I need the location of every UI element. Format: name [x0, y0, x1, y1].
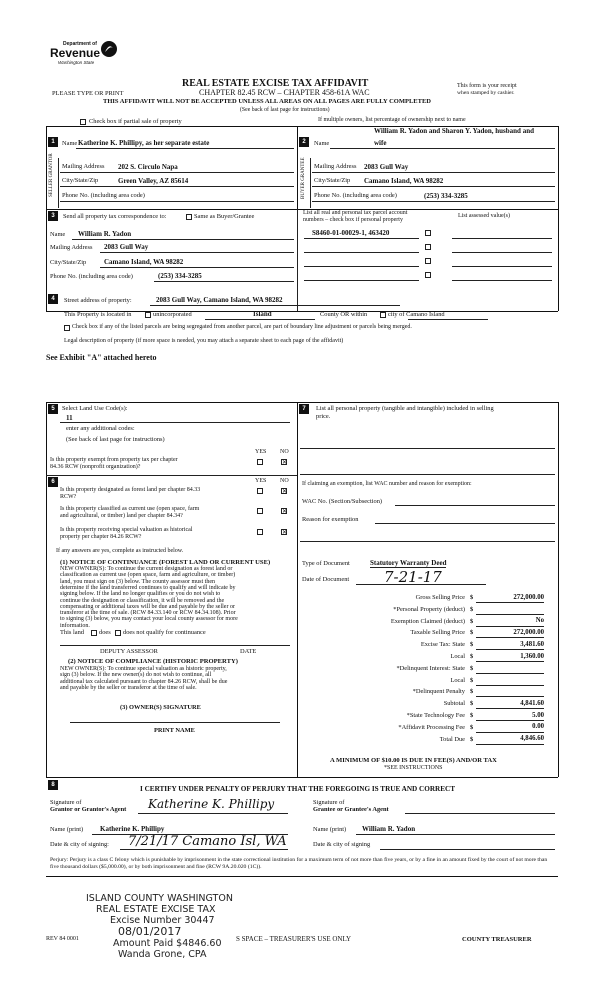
- tax-row-label: Gross Selling Price: [415, 594, 465, 601]
- stamp-line-6: Wanda Grone, CPA: [118, 949, 207, 960]
- please-type: PLEASE TYPE OR PRINT: [52, 90, 124, 97]
- city-checkbox[interactable]: [380, 312, 386, 318]
- seller-side-label: SELLER GRANTOR: [49, 153, 54, 197]
- notice1-line: compensating or additional taxes will be due and payable by the seller or: [60, 603, 235, 610]
- land-use-see-back: (See back of last page for instructions): [66, 436, 165, 443]
- tax-row-label: Local: [450, 653, 465, 660]
- section-6-number: 6: [48, 477, 58, 487]
- doc-type-label: Type of Document: [302, 560, 350, 567]
- seller-mailing-label: Mailing Address: [62, 163, 105, 170]
- grantee-print-name: William R. Yadon: [362, 825, 416, 833]
- exempt-question-2: 84.36 RCW (nonprofit organization)?: [50, 464, 141, 470]
- exemption-claim-label: If claiming an exemption, list WAC number and reason for exemption:: [302, 481, 472, 487]
- agency-line-3: Washington State: [58, 60, 95, 65]
- personal-property-price: price.: [316, 413, 331, 420]
- section-1-number: 1: [48, 137, 58, 147]
- county-name: Island: [253, 310, 272, 318]
- unincorporated-label: unincorporated: [153, 311, 192, 318]
- see-instructions-note: *SEE INSTRUCTIONS: [384, 765, 443, 771]
- tax-row-dollar: $: [470, 712, 474, 719]
- land-use-label: Select Land Use Code(s):: [62, 405, 128, 412]
- same-as-buyer-label: Same as Buyer/Grantee: [194, 213, 255, 220]
- tax-row-label: *State Technology Fee: [406, 712, 465, 719]
- receipt-note-2: when stamped by cashier.: [457, 90, 515, 96]
- section-8-number: 8: [48, 780, 58, 790]
- does-not-label: does not qualify for continuance: [123, 629, 206, 636]
- notice2-line: sign (3) below. If the new owner(s) do not wish to continue, all: [60, 672, 212, 679]
- form-revision: REV 84 0001: [46, 936, 79, 942]
- tax-row-value: 0.00: [532, 723, 544, 731]
- same-as-buyer-checkbox[interactable]: [186, 214, 192, 220]
- corr-name-label: Name: [50, 231, 66, 238]
- grantee-sig-label-1: Signature of: [313, 799, 345, 806]
- notice1-line: continue the designation or classification, it will be removed and the: [60, 597, 225, 604]
- grantee-print-label: Name (print): [313, 826, 347, 833]
- segregated-label: Check box if any of the listed parcels are being segregated from another parcel, are part of boundary line adjustment or parcels being merged.: [72, 324, 412, 330]
- forest-yes-checkbox[interactable]: [257, 488, 263, 494]
- minimum-due-note: A MINIMUM OF $10.00 IS DUE IN FEE(S) AND/OR TAX: [330, 757, 497, 764]
- agency-name: Revenue: [50, 46, 101, 60]
- section-4-number: 4: [48, 294, 58, 304]
- parcel-3-personal-checkbox[interactable]: [425, 258, 431, 264]
- grantor-sig-label-2: Grantor or Grantor's Agent: [50, 806, 127, 813]
- grantee-sig-label-2: Grantee or Grantee's Agent: [313, 806, 389, 813]
- current-use-question-1: Is this property classified as current use (open space, farm: [60, 506, 200, 512]
- grantee-date-city-label: Date & city of signing: [313, 841, 371, 848]
- grantor-date-city-label: Date & city of signing:: [50, 841, 109, 848]
- tax-row-dollar: $: [470, 723, 474, 731]
- buyer-mailing: 2083 Gull Way: [364, 163, 409, 171]
- treasurer-use-only: S SPACE – TREASURER'S USE ONLY: [236, 935, 352, 943]
- certify-statement: I CERTIFY UNDER PENALTY OF PERJURY THAT THE FOREGOING IS TRUE AND CORRECT: [140, 785, 455, 793]
- grantor-sig-label-1: Signature of: [50, 799, 82, 806]
- tax-row-value: 5.00: [532, 711, 544, 719]
- current-use-question-2: and agricultural, or timber) land per chapter 84.34?: [60, 513, 183, 519]
- parcel-1-personal-checkbox[interactable]: [425, 230, 431, 236]
- historic-question-2: property per chapter 84.26 RCW?: [60, 534, 142, 540]
- does-not-qualify-checkbox[interactable]: [115, 630, 121, 636]
- current-use-yes-checkbox[interactable]: [257, 508, 263, 514]
- does-label: does: [99, 629, 111, 636]
- tax-row-value: 4,846.60: [520, 735, 544, 743]
- exhibit-reference: See Exhibit "A" attached hereto: [46, 353, 157, 362]
- send-correspondence-label: Send all property tax correspondence to:: [63, 213, 167, 220]
- parcel-header-1: List all real and personal tax parcel account: [303, 210, 408, 216]
- notice2-line: and payable by the seller or transferor at the time of sale.: [60, 684, 197, 691]
- tax-row-dollar: $: [470, 605, 474, 613]
- grantor-signature: Katherine K. Phillipy: [148, 797, 275, 811]
- wac-number-label: WAC No. (Section/Subsection): [302, 498, 383, 505]
- forest-no-checkbox[interactable]: ✕: [282, 488, 288, 495]
- historic-question-1: Is this property receiving special valuation as historical: [60, 527, 193, 533]
- forest-question-2: RCW?: [60, 494, 77, 500]
- corr-city-label: City/State/Zip: [50, 259, 87, 266]
- corr-city: Camano Island, WA 98282: [104, 258, 184, 266]
- tax-row-value: 3,481.60: [520, 640, 544, 648]
- tax-row-label: Local: [450, 676, 465, 684]
- legal-description-label: Legal description of property (if more space is needed, you may attach a separate sheet to each page of the affidavit): [64, 338, 344, 344]
- form-title: REAL ESTATE EXCISE TAX AFFIDAVIT: [182, 78, 369, 89]
- unincorporated-checkbox[interactable]: [145, 312, 151, 318]
- tax-row-dollar: $: [470, 653, 474, 660]
- tax-row-dollar: $: [470, 617, 474, 625]
- corr-mailing-label: Mailing Address: [50, 244, 93, 251]
- form-warning: THIS AFFIDAVIT WILL NOT BE ACCEPTED UNLESS ALL AREAS ON ALL PAGES ARE FULLY COMPLETED: [103, 98, 431, 105]
- section-3-number: 3: [48, 211, 58, 221]
- tax-row-value: 1,360.00: [520, 652, 544, 660]
- buyer-side-label: BUYER GRANTEE: [301, 157, 306, 199]
- historic-yes-checkbox[interactable]: [257, 529, 263, 535]
- buyer-mailing-label: Mailing Address: [314, 163, 357, 170]
- tax-row-label: *Personal Property (deduct): [393, 605, 465, 613]
- yes-header-6: YES: [255, 478, 267, 484]
- parcel-number: S8460-01-00029-1, 463420: [312, 229, 390, 237]
- agency-line-1: Department of: [63, 41, 97, 47]
- tax-row-dollar: $: [470, 641, 474, 649]
- tax-row-label: Excise Tax: State: [420, 641, 465, 649]
- buyer-name-line-1: William R. Yadon and Sharon Y. Yadon, husband and: [374, 127, 534, 135]
- deputy-date-label: DATE: [240, 648, 257, 655]
- section-5-number: 5: [48, 404, 58, 414]
- section-2-number: 2: [299, 137, 309, 147]
- located-label: This Property is located in: [64, 311, 132, 318]
- seller-phone-label: Phone No. (including area code): [62, 192, 145, 199]
- stamp-line-4: 08/01/2017: [118, 925, 182, 938]
- partial-sale-label: Check box if partial sale of property: [89, 118, 182, 125]
- stamp-line-5: Amount Paid $4846.60: [113, 938, 222, 949]
- print-name-label: PRINT NAME: [154, 727, 195, 734]
- seller-name-label: Name: [62, 140, 78, 147]
- tax-row-label: Exemption Claimed (deduct): [390, 617, 465, 625]
- corr-name: William R. Yadon: [78, 230, 132, 238]
- receipt-note-1: This form is your receipt: [457, 83, 517, 89]
- street-label: Street address of property:: [64, 297, 132, 304]
- seller-city-label: City/State/Zip: [62, 177, 99, 184]
- corr-mailing: 2083 Gull Way: [104, 243, 149, 251]
- tax-row-value: 272,000.00: [513, 628, 544, 636]
- tax-row-label: *Delinquent Interest: State: [396, 664, 465, 672]
- doc-date-label: Date of Document: [302, 576, 350, 583]
- notice1-line: transferor at the time of sale. (RCW 84.33.140 or RCW 84.34.108). Prior: [60, 610, 236, 617]
- city-of-label: city of Camano Island: [388, 311, 445, 318]
- stamp-line-2: REAL ESTATE EXCISE TAX: [96, 904, 216, 915]
- segregated-checkbox[interactable]: [64, 325, 70, 331]
- exemption-reason-label: Reason for exemption: [302, 516, 359, 523]
- historic-no-checkbox[interactable]: ✕: [282, 529, 288, 536]
- tax-row-value: No: [535, 617, 544, 625]
- partial-sale-checkbox[interactable]: [80, 119, 86, 125]
- tax-row-dollar: $: [470, 735, 474, 743]
- seller-mailing: 202 S. Circulo Napa: [118, 163, 178, 171]
- parcel-4-personal-checkbox[interactable]: [425, 272, 431, 278]
- corr-phone: (253) 334-3285: [158, 272, 202, 280]
- no-header-5: NO: [280, 449, 289, 455]
- personal-property-label: List all personal property (tangible and intangible) included in selling: [316, 405, 494, 412]
- owner-signature-label: (3) OWNER(S) SIGNATURE: [120, 704, 201, 711]
- street-address: 2083 Gull Way, Camano Island, WA 98282: [156, 296, 283, 304]
- buyer-city-label: City/State/Zip: [314, 177, 351, 184]
- tax-row-label: *Affidavit Processing Fee: [398, 723, 465, 731]
- does-qualify-checkbox[interactable]: [91, 630, 97, 636]
- notice2-line: NEW OWNER(S): To continue special valuation as historic property,: [60, 666, 227, 672]
- tax-row-label: Taxable Selling Price: [410, 629, 465, 637]
- assessed-header: List assessed value(s): [458, 213, 510, 219]
- seller-city: Green Valley, AZ 85614: [118, 177, 189, 185]
- corr-phone-label: Phone No. (including area code): [50, 273, 133, 280]
- buyer-city: Camano Island, WA 98282: [364, 177, 444, 185]
- notice1-line: NEW OWNER(S): To continue the current designation as forest land or: [60, 566, 233, 572]
- notice2-line: additional tax calculated pursuant to chapter 84.26 RCW, shall be due: [60, 678, 228, 685]
- exempt-question-1: Is this property exempt from property tax per chapter: [50, 457, 178, 463]
- tax-row-label: Total Due: [439, 735, 465, 743]
- section-7-number: 7: [299, 404, 309, 414]
- tax-row-value: 272,000.00: [513, 593, 544, 601]
- county-or-within: County OR within: [320, 311, 368, 318]
- notice1-line: classification as current use (open space, farm and agriculture, or timber): [60, 572, 236, 579]
- stamp-line-1: ISLAND COUNTY WASHINGTON: [86, 893, 233, 904]
- tax-row-dollar: $: [470, 594, 474, 601]
- notice1-line: signing below. If the land no longer qualifies or you do not wish to: [60, 591, 221, 598]
- parcel-2-personal-checkbox[interactable]: [425, 244, 431, 250]
- notice1-line: determine if the land transferred continues to qualify and will indicate by: [60, 584, 236, 591]
- tax-row-dollar: $: [470, 676, 474, 684]
- dor-emblem-icon: [100, 40, 118, 58]
- seller-name: Katherine K. Phillipy, as her separate estate: [78, 139, 210, 147]
- tax-row-dollar: $: [470, 700, 474, 708]
- multiple-owners-note: If multiple owners, list percentage of ownership next to name: [318, 117, 466, 123]
- exempt-no-checkbox[interactable]: ✕: [282, 459, 288, 466]
- grantor-print-label: Name (print): [50, 826, 84, 833]
- stamp-line-3: Excise Number 30447: [110, 915, 215, 926]
- exempt-yes-checkbox[interactable]: [257, 459, 263, 465]
- additional-codes-label: enter any additional codes:: [66, 425, 135, 432]
- form-chapters: CHAPTER 82.45 RCW – CHAPTER 458-61A WAC: [199, 88, 370, 97]
- doc-date: 7-21-17: [384, 568, 442, 586]
- see-back-instructions: (See back of last page for instructions): [240, 107, 330, 113]
- county-treasurer-label: COUNTY TREASURER: [462, 936, 532, 943]
- grantor-print-name: Katherine K. Phillipy: [100, 825, 165, 833]
- forest-question-1: Is this property designated as forest land per chapter 84.33: [60, 487, 201, 493]
- doc-type: Statutory Warranty Deed: [370, 559, 447, 567]
- tax-row-dollar: $: [470, 664, 474, 672]
- tax-row-label: *Delinquent Penalty: [412, 688, 465, 696]
- yes-header-5: YES: [255, 449, 267, 455]
- buyer-name-label: Name: [314, 140, 330, 147]
- grantor-date-city: 7/21/17 Camano Isl, WA: [128, 834, 287, 849]
- notice1-line: land, you must sign on (3) below. The county assessor must then: [60, 578, 215, 585]
- parcel-header-2: numbers – check box if personal property: [303, 217, 403, 223]
- tax-row-dollar: $: [470, 629, 474, 637]
- if-yes-instruction: If any answers are yes, complete as instructed below.: [56, 548, 184, 554]
- notice1-line: information.: [60, 622, 90, 629]
- land-use-code: 11: [66, 414, 73, 422]
- tax-row-value: 4,841.60: [520, 699, 544, 707]
- deputy-assessor-label: DEPUTY ASSESSOR: [100, 648, 158, 655]
- buyer-phone: (253) 334-3285: [424, 192, 468, 200]
- tax-row-dollar: $: [470, 688, 474, 696]
- buyer-phone-label: Phone No. (including area code): [314, 192, 397, 199]
- this-land-label: This land: [60, 629, 84, 636]
- tax-row-label: Subtotal: [443, 700, 465, 708]
- buyer-name-line-2: wife: [374, 139, 387, 147]
- notice-continuance-title: (1) NOTICE OF CONTINUANCE (FOREST LAND OR CURRENT USE): [60, 559, 271, 566]
- notice1-line: to signing (3) below, you may contact your local county assessor for more: [60, 616, 238, 623]
- notice-compliance-title: (2) NOTICE OF COMPLIANCE (HISTORIC PROPERTY): [68, 658, 238, 665]
- perjury-warning: Perjury: Perjury is a class C felony which is punishable by imprisonment in the state correctional institution for a maximum term of not more than five years, or by a fine in an amount fixed by the court of not more than five thousand dollars ($5,000.00), or by both imprisonment and fine (RCW 9A.20.020 (1C)).: [50, 857, 548, 870]
- no-header-6: NO: [280, 478, 289, 484]
- current-use-no-checkbox[interactable]: ✕: [282, 508, 288, 515]
